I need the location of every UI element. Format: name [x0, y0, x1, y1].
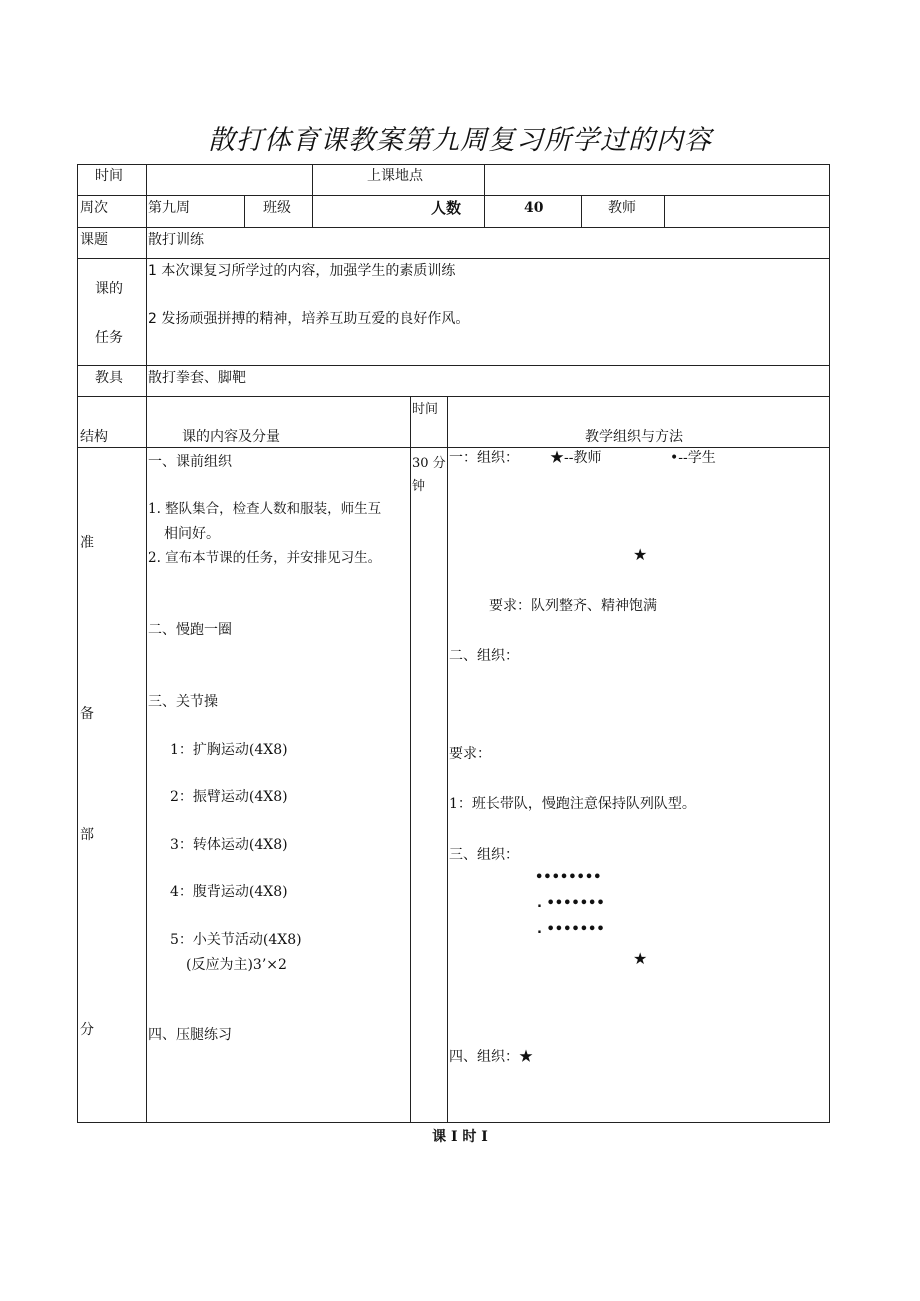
- content-column-header: 课的内容及分量: [182, 429, 280, 445]
- org2-label: 二、组织：: [449, 648, 519, 664]
- method-column-header: 教学组织与方法: [585, 429, 683, 445]
- org2-requirement-label: 要求：: [449, 746, 491, 762]
- equipment-label: 教具: [95, 370, 123, 386]
- content-line: 一、课前组织: [148, 454, 232, 470]
- row-divider-4: [77, 365, 830, 366]
- class-label: 班级: [263, 200, 291, 216]
- cell-divider-teacher-left: [581, 195, 582, 227]
- topic-value: 散打训练: [148, 232, 204, 248]
- teacher-label: 教师: [608, 200, 636, 216]
- cell-divider-class: [244, 195, 245, 227]
- task-item-2: 2 发扬顽强拼搏的精神，培养互助互爱的良好作风。: [148, 311, 470, 327]
- equipment-value: 散打拳套、脚靶: [148, 370, 246, 386]
- student-legend: •--学生: [670, 450, 716, 466]
- week-label: 周次: [80, 200, 108, 216]
- page-title: 散打体育课教案第九周复习所学过的内容: [208, 125, 712, 156]
- time-column-right: [447, 396, 448, 1123]
- section-char-4: 分: [80, 1022, 94, 1038]
- lesson-hours-footer: 课 I 时 I: [432, 1129, 488, 1145]
- org1-label: 一：组织：: [449, 450, 519, 466]
- org1-requirement: 要求：队列整齐、精神饱满: [489, 598, 657, 614]
- task-label-line2: 任务: [95, 330, 123, 346]
- row-divider-1: [77, 195, 830, 196]
- content-line: 2：振臂运动(4X8): [170, 789, 288, 805]
- table-border-bottom: [77, 1122, 830, 1123]
- table-border-right: [829, 164, 830, 1123]
- org4-label: 四、组织：★: [449, 1049, 533, 1065]
- content-line: 5：小关节活动(4X8): [170, 932, 302, 948]
- table-border-left: [77, 164, 78, 1123]
- content-line: (反应为主)3’×2: [186, 957, 287, 973]
- section-char-3: 部: [80, 827, 94, 843]
- content-line: 2. 宣布本节课的任务，并安排见习生。: [148, 550, 382, 566]
- org3-label: 三、组织：: [449, 847, 519, 863]
- topic-label: 课题: [80, 232, 108, 248]
- row-divider-3: [77, 258, 830, 259]
- cell-divider-location-right: [484, 164, 485, 227]
- section-char-2: 备: [80, 706, 94, 722]
- section-time-line1: 30 分: [412, 456, 446, 471]
- teacher-star-icon: ★: [633, 545, 648, 564]
- week-value: 第九周: [148, 200, 190, 216]
- content-line: 1：扩胸运动(4X8): [170, 742, 288, 758]
- time-column-left: [410, 396, 411, 1123]
- content-line: 四、压腿练习: [148, 1027, 232, 1043]
- cell-divider-teacher-right: [664, 195, 665, 227]
- section-time-line2: 钟: [412, 479, 426, 494]
- cell-divider-location-left: [312, 164, 313, 227]
- teacher-star-icon: ★: [633, 949, 648, 968]
- content-line: 3：转体运动(4X8): [170, 837, 288, 853]
- content-line: 4：腹背运动(4X8): [170, 884, 288, 900]
- count-label: 人数: [431, 199, 462, 217]
- row-divider-6: [77, 447, 830, 448]
- row-divider-2: [77, 227, 830, 228]
- time-column-header: 时间: [412, 402, 439, 417]
- content-line: 相问好。: [164, 526, 220, 542]
- student-row-1: ••••••••: [535, 870, 602, 885]
- time-label: 时间: [95, 168, 123, 184]
- structure-column-header: 结构: [80, 429, 108, 445]
- content-line: 二、慢跑一圈: [148, 622, 232, 638]
- section-char-1: 准: [80, 535, 94, 551]
- content-line: 三、关节操: [148, 694, 218, 710]
- count-value: 40: [524, 200, 544, 216]
- row-divider-5: [77, 396, 830, 397]
- org2-requirement-text: 1：班长带队，慢跑注意保持队列队型。: [449, 796, 696, 812]
- teacher-legend: ★--教师: [550, 450, 602, 466]
- task-label-line1: 课的: [95, 281, 123, 297]
- student-row-2: . •••••••: [537, 896, 605, 911]
- label-column-divider: [146, 164, 147, 1123]
- content-line: 1. 整队集合，检查人数和服装，师生互: [148, 501, 382, 517]
- table-border-top: [77, 164, 830, 165]
- location-label: 上课地点: [367, 168, 423, 184]
- student-row-3: . •••••••: [537, 922, 605, 937]
- task-item-1: 1 本次课复习所学过的内容，加强学生的素质训练: [148, 263, 456, 279]
